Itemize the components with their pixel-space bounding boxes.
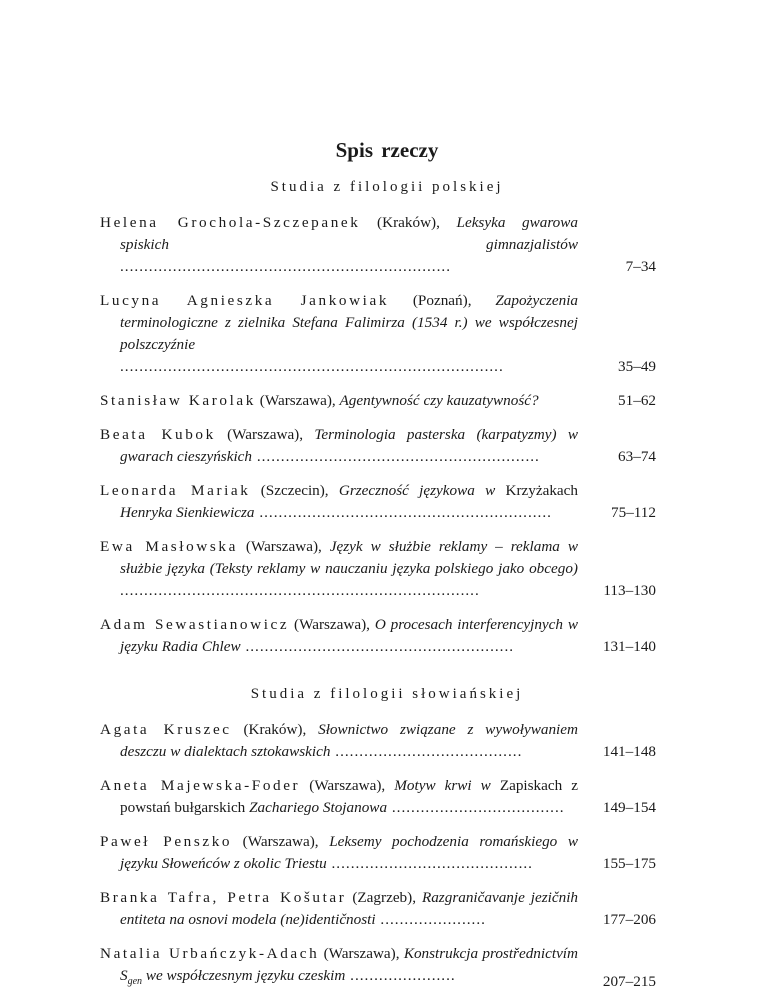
dot-leader: ....................................... (330, 743, 523, 760)
entry-title: Język w służbie reklamy – reklama w służbie języka (Teksty reklamy w nauczaniu języka polskiego jako obcego) (120, 538, 578, 577)
entry-title: Leksyka gwarowa spiskich gimnazjalistów (120, 214, 578, 253)
toc-entry (100, 887, 656, 931)
dot-leader: ........................................................................... (120, 582, 480, 599)
entry-title: Zapożyczenia terminologiczne z zielnika Stefana Falimirza (1534 r.) we współczesnej polszczyźnie (120, 292, 579, 353)
toc-entry (100, 943, 656, 993)
entry-title: Grzeczność językowa w (338, 482, 496, 499)
entry-affiliation: (Warszawa), (289, 616, 375, 633)
entry-title: Razgraničavanje jezičnih entiteta na osnovi modela (ne)identičnosti (120, 889, 579, 928)
entry-title: Terminologia pasterska (karpatyzmy) w gwarach cieszyńskich (120, 426, 578, 465)
dot-leader: ...................... (345, 967, 456, 984)
entry-author: Natalia Urbańczyk-Adach (100, 945, 320, 962)
dot-leader: ........................................................... (252, 448, 540, 465)
entry-author: Agata Kruszec (100, 721, 232, 738)
dot-leader: .......................................... (326, 855, 533, 872)
entry-title: Motyw krwi w (394, 777, 491, 794)
entry-title: Słownictwo związane z wywoływaniem deszczu w dialektach sztokawskich (120, 721, 578, 760)
entry-pages: 177–206 (602, 911, 656, 928)
toc-sections (100, 179, 656, 993)
entry-affiliation: (Poznań), (389, 292, 496, 309)
toc-entry (100, 424, 656, 468)
entry-pages: 131–140 (602, 638, 656, 655)
entry-affiliation: (Warszawa), (215, 426, 315, 443)
entry-pages: 155–175 (602, 855, 656, 872)
entry-pages: 63–74 (618, 448, 656, 465)
toc-entry (100, 719, 656, 763)
entry-author: Branka Tafra, Petra Košutar (100, 889, 347, 906)
dot-leader: ............................................................. (254, 504, 552, 521)
toc-entry (100, 212, 656, 278)
entry-pages: 7–34 (625, 258, 656, 275)
toc-entry (100, 831, 656, 875)
entry-affiliation: (Warszawa), (319, 945, 404, 962)
entry-title: O procesach interferencyjnych w języku Radia Chlew (120, 616, 578, 655)
toc-entry (100, 536, 656, 602)
entry-author: Adam Sewastianowicz (100, 616, 290, 633)
entry-title: Leksemy pochodzenia romańskiego w języku Słoweńców z okolic Triestu (120, 833, 578, 872)
entry-author: Paweł Penszko (100, 833, 233, 850)
entry-author: Aneta Majewska-Foder (100, 777, 301, 794)
entry-author: Stanisław Karolak (100, 392, 256, 409)
entry-pages: 141–148 (602, 743, 656, 760)
entry-subscript: gen (127, 976, 143, 988)
entry-affiliation: (Zagrzeb), (346, 889, 422, 906)
entry-author: Beata Kubok (100, 426, 216, 443)
dot-leader: .................................... (387, 799, 565, 816)
entry-pages: 113–130 (603, 582, 656, 599)
entry-title-cont: we współczesnym języku czeskim (142, 967, 346, 984)
entry-pages: 51–62 (618, 392, 656, 409)
entry-title-cont: Zachariego Stojanowa (249, 799, 388, 816)
toc-entry (100, 290, 656, 378)
entry-author: Leonarda Mariak (100, 482, 251, 499)
dot-leader: ........................................................ (240, 638, 515, 655)
page-title: Spis rzeczy (335, 138, 439, 162)
entry-pages: 149–154 (602, 799, 656, 816)
toc-entry (100, 480, 656, 524)
table-of-contents (100, 138, 656, 1005)
entry-title-upright: Krzyżakach (495, 482, 578, 499)
entry-title: Agentywność czy kauzatywność? (339, 392, 539, 409)
entry-affiliation: (Kraków), (231, 721, 319, 738)
entry-affiliation: (Warszawa), (232, 833, 330, 850)
toc-entry (100, 390, 656, 412)
entry-affiliation: (Warszawa), (255, 392, 340, 409)
entry-pages: 75–112 (611, 504, 656, 521)
entry-affiliation: (Warszawa), (300, 777, 395, 794)
entry-title-cont: Henryka Sienkiewicza (120, 504, 255, 521)
entry-author: Ewa Masłowska (100, 538, 238, 555)
section-heading: Studia z filologii polskiej (270, 179, 504, 195)
dot-leader: ...................... (375, 911, 486, 928)
entry-pages: 35–49 (618, 358, 656, 375)
entry-title-upright: Zapiskach z powstań bułgarskich (120, 777, 579, 816)
section-heading: Studia z filologii słowiańskiej (250, 686, 524, 702)
toc-entry (100, 775, 656, 819)
entry-title: Konstrukcja prostřednictvím S (120, 945, 578, 984)
dot-leader: ................................................................................ (120, 358, 504, 375)
entry-affiliation: (Warszawa), (237, 538, 330, 555)
dot-leader: ..................................................................... (120, 258, 451, 275)
entry-pages: 207–215 (602, 973, 656, 991)
entry-affiliation: (Szczecin), (250, 482, 339, 499)
toc-entry (100, 614, 656, 658)
entry-author: Helena Grochola-Szczepanek (100, 214, 361, 231)
entry-affiliation: (Kraków), (360, 214, 457, 231)
entry-author: Lucyna Agnieszka Jankowiak (100, 292, 390, 309)
